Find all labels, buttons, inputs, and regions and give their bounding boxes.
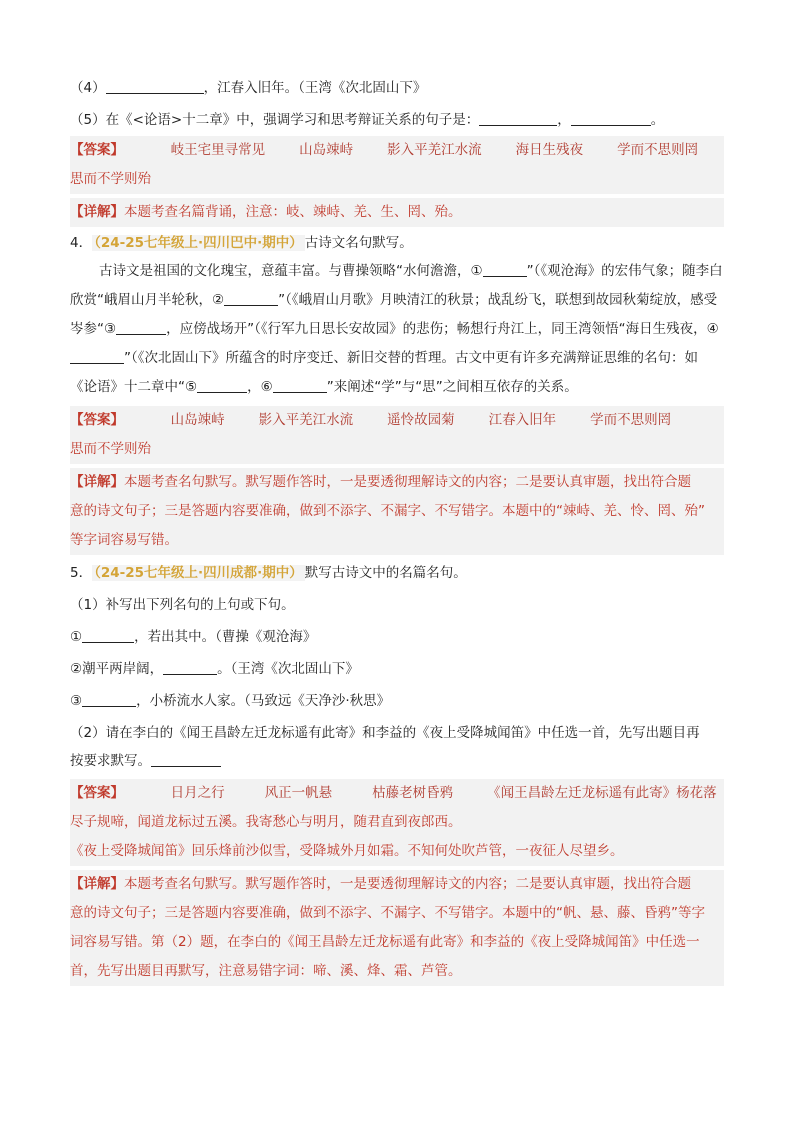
answer-item: 风正一帆悬	[264, 785, 333, 801]
answer-tag: 【答案】	[70, 412, 124, 428]
answer-item: 学而不思则罔	[590, 412, 672, 428]
q3-detail-block: 【详解】本题考查名篇背诵，注意：岐、竦峙、羌、生、罔、殆。	[70, 198, 724, 227]
detail-tag: 【详解】	[70, 474, 124, 490]
answer-item: 日月之行	[170, 785, 225, 801]
q3-answer-block	[70, 136, 724, 194]
answer-item: 遥怜故园菊	[387, 412, 455, 428]
q5-sub2-cont: 按要求默写。	[70, 749, 724, 773]
q4-detail-block: 【详解】本题考查名句默写。默写题作答时，一是要透彻理解诗文的内容；二是要认真审题，找出符合题 意的诗文句子；三是答题内容要准确，做到不添字、不漏字、不写错字。本题中的“竦峙、羌、怜、罔、殆” 等字词容易写错。	[70, 468, 724, 555]
q4-heading: 4． （24-25七年级上·四川巴中·期中） 古诗文名句默写。	[70, 235, 413, 251]
answer-blank	[163, 660, 217, 675]
answer-item: 山岛竦峙	[299, 142, 354, 158]
q4-passage: 古诗文是祖国的文化瑰宝，意蕴丰富。与曹操领略“水何澹澹，① ”（《观沧海》的宏伟气象；随李白欣赏“峨眉山月半轮秋，② ”（《峨眉山月歌》月映清江的秋景；战乱纷飞，联想到故园秋菊绽放，感受岑参“③ ，应傍战场开”（《行军九日思长安故园》的悲伤；畅想行舟江上，同王湾领悟“海日生残夜，④”（《次北固山下》所蕴含的时序变迁、新旧交替的哲理。古文中更有许多充满辩证思维的名句：如《论语》十二章中“⑤ ，⑥ ”来阐述“学”与“思”之间相互依存的关系。	[70, 263, 723, 395]
answer-item: 江春入旧年	[488, 412, 557, 428]
q3-item-4: （4） ，江春入旧年。（王湾《次北固山下》	[70, 80, 427, 96]
answer-item: 岐王宅里寻常见	[170, 142, 266, 158]
source-badge: （24-25七年级上·四川成都·期中）	[94, 565, 303, 581]
answer-blank	[151, 752, 221, 767]
q5-item-3: ③ ，小桥流水人家。（马致远《天净沙·秋思》	[70, 693, 391, 709]
answer-blank	[70, 349, 124, 364]
answer-blank	[479, 111, 557, 126]
answer-item: 学而不思则罔	[617, 142, 699, 158]
q5-item-2: ②潮平两岸阔， 。（王湾《次北固山下》	[70, 661, 359, 677]
answer-tag: 【答案】	[70, 785, 124, 801]
answer-item: 《闻王昌龄左迁龙标遥有此寄》杨花落	[487, 785, 717, 801]
answer-blank	[82, 628, 134, 643]
q5-sub1: （1）补写出下列名句的上句或下句。	[70, 597, 295, 613]
q4-answer-block	[70, 406, 724, 464]
answer-blank	[116, 320, 166, 335]
q5-detail-block: 【详解】本题考查名句默写。默写题作答时，一是要透彻理解诗文的内容；二是要认真审题，找出符合题 意的诗文句子；三是答题内容要准确，做到不添字、不漏字、不写错字。本题中的“帆、悬、藤、昏鸦”等字 词容易写错。第（2）题，在李白的《闻王昌龄左迁龙标遥有此寄》和李益的《夜上受降城闻笛》中任选一 首，先写出题目再默写，注意易错字词：啼、溪、烽、霜、芦管。	[70, 870, 724, 986]
answer-blank	[106, 79, 204, 94]
q5-heading: 5． （24-25七年级上·四川成都·期中） 默写古诗文中的名篇名句。	[70, 565, 467, 581]
answer-continuation: 《夜上受降城闻笛》回乐烽前沙似雪，受降城外月如霜。不知何处吹芦管，一夜征人尽望乡。	[70, 843, 624, 859]
source-badge: （24-25七年级上·四川巴中·期中）	[94, 235, 303, 251]
answer-continuation: 尽子规啼，闻道龙标过五溪。我寄愁心与明月，随君直到夜郎西。	[70, 814, 462, 830]
answer-blank	[224, 291, 278, 306]
answer-continuation: 思而不学则殆	[70, 441, 151, 457]
answer-blank	[571, 111, 651, 126]
detail-tag: 【详解】	[70, 204, 124, 220]
q3-item-5: （5）在《<论语>十二章》中，强调学习和思考辩证关系的句子是： ， 。	[70, 112, 665, 128]
answer-blank	[483, 262, 527, 277]
answer-item: 山岛竦峙	[170, 412, 225, 428]
q5-item-1: ① ，若出其中。（曹操《观沧海》	[70, 629, 317, 645]
answer-blank	[273, 378, 327, 393]
q5-sub2: （2）请在李白的《闻王昌龄左迁龙标遥有此寄》和李益的《夜上受降城闻笛》中任选一首，先写出题目再	[70, 725, 700, 741]
answer-item: 影入平羌江水流	[258, 412, 354, 428]
answer-tag: 【答案】	[70, 142, 124, 158]
answer-item: 枯藤老树昏鸦	[372, 785, 454, 801]
answer-continuation: 思而不学则殆	[70, 171, 151, 187]
detail-tag: 【详解】	[70, 876, 124, 892]
answer-item: 影入平羌江水流	[387, 142, 482, 158]
document-page	[70, 76, 724, 986]
answer-blank	[197, 378, 247, 393]
answer-blank	[82, 692, 136, 707]
q5-answer-block	[70, 779, 724, 866]
answer-item: 海日生残夜	[515, 142, 584, 158]
